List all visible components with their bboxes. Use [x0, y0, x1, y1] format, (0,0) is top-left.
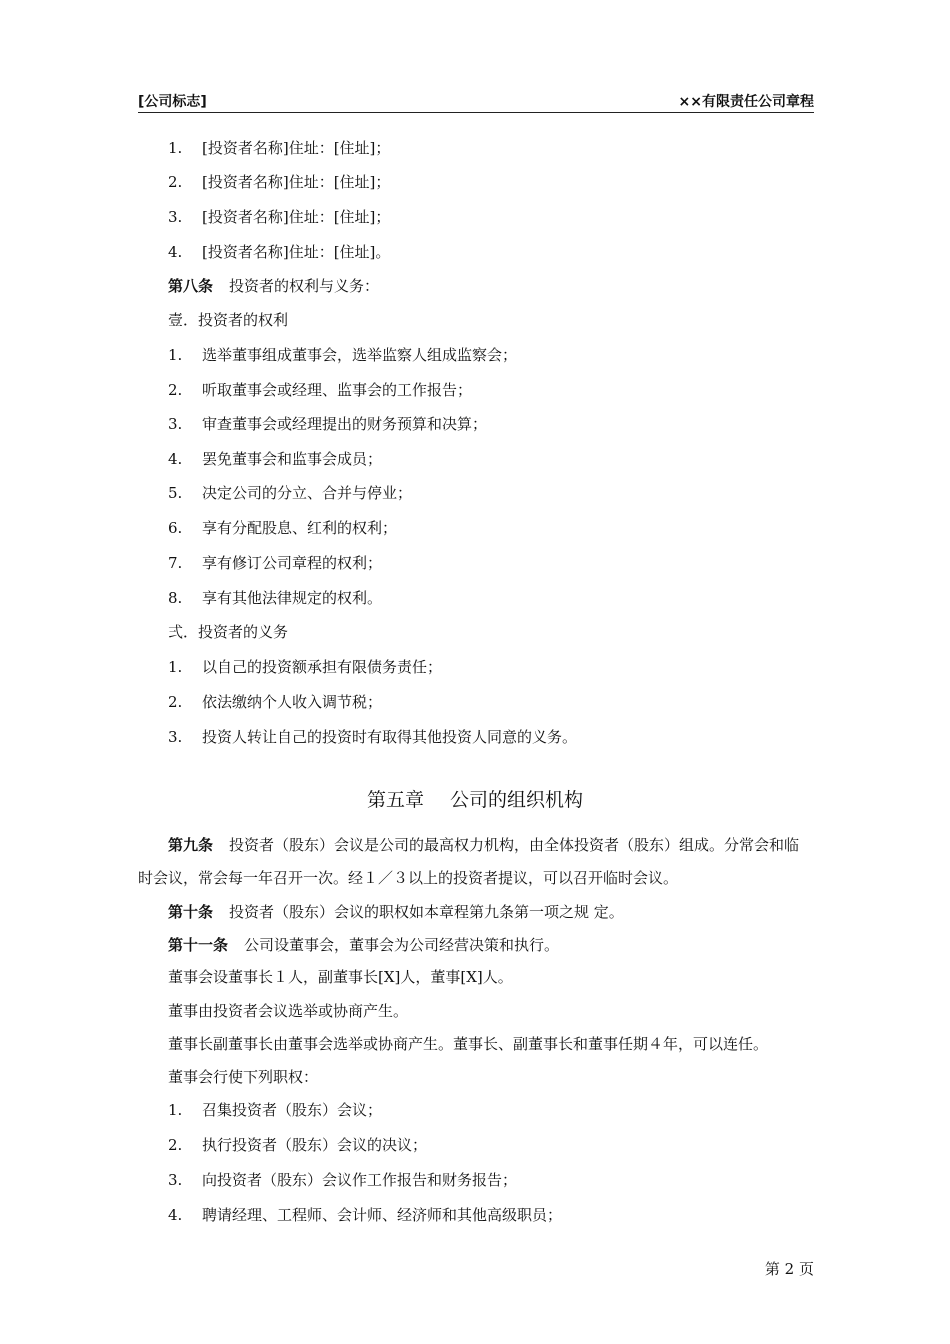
article-8: 第八条 投资者的权利与义务：: [168, 277, 380, 295]
board-power-item: 2. 执行投资者（股东）会议的决议；: [168, 1136, 428, 1154]
board-power-item: 3. 向投资者（股东）会议作工作报告和财务报告；: [168, 1171, 518, 1189]
board-power-item: 1. 召集投资者（股东）会议；: [168, 1101, 383, 1119]
investor-item: 2. [投资者名称]住址：[住址]；: [168, 173, 391, 191]
duties-item: 3. 投资人转让自己的投资时有取得其他投资人同意的义务。: [168, 728, 578, 746]
rights-item: 5. 决定公司的分立、合并与停业；: [168, 484, 413, 502]
rights-item: 2. 听取董事会或经理、监事会的工作报告；: [168, 381, 473, 399]
page-number: 第 2 页: [764, 1260, 814, 1278]
investor-item: 3. [投资者名称]住址：[住址]；: [168, 208, 391, 226]
board-line: 董事由投资者会议选举或协商产生。: [168, 1002, 409, 1020]
article-label: 第八条: [168, 277, 214, 295]
duties-item: 1. 以自己的投资额承担有限债务责任；: [168, 658, 443, 676]
investor-item: 1. [投资者名称]住址：[住址]；: [168, 139, 391, 157]
rights-heading: 壹．投资者的权利: [168, 311, 289, 329]
rights-item: 1. 选举董事组成董事会，选举监察人组成监察会；: [168, 346, 518, 364]
duties-heading: 弍．投资者的义务: [168, 623, 289, 641]
rights-item: 8. 享有其他法律规定的权利。: [168, 589, 383, 607]
article-9: 第九条 投资者（股东）会议是公司的最高权力机构，由全体投资者（股东）组成。分常会和临时会议，常会每一年召开一次。经１／３以上的投资者提议，可以召开临时会议。: [138, 836, 800, 887]
investor-item: 4. [投资者名称]住址：[住址]。: [168, 243, 391, 261]
board-line: 董事会行使下列职权：: [168, 1068, 319, 1086]
board-line: 董事会设董事长１人，副董事长[X]人，董事[X]人。: [168, 968, 513, 986]
board-line: 董事长副董事长由董事会选举或协商产生。董事长、副董事长和董事任期４年，可以连任。: [168, 1035, 769, 1053]
chapter-heading: [0, 785, 950, 812]
article-label: 第十一条: [168, 936, 229, 954]
rights-item: 3. 审查董事会或经理提出的财务预算和决算；: [168, 415, 488, 433]
page-header: [138, 88, 814, 113]
chapter-number: 第五章: [366, 789, 424, 811]
rights-item: 4. 罢免董事会和监事会成员；: [168, 450, 383, 468]
article-label: 第十条: [168, 903, 214, 921]
rights-item: 6. 享有分配股息、红利的权利；: [168, 519, 398, 537]
duties-item: 2. 依法缴纳个人收入调节税；: [168, 693, 383, 711]
company-logo-placeholder: [公司标志]: [138, 94, 207, 110]
article-10: 第十条 投资者（股东）会议的职权如本章程第九条第一项之规 定。: [168, 903, 624, 921]
chapter-title: 公司的组织机构: [450, 789, 584, 811]
document-title: ××有限责任公司章程: [678, 94, 814, 110]
board-power-item: 4. 聘请经理、工程师、会计师、经济师和其他高级职员；: [168, 1206, 563, 1224]
rights-item: 7. 享有修订公司章程的权利；: [168, 554, 383, 572]
article-label: 第九条: [168, 836, 214, 854]
article-11: 第十一条 公司设董事会，董事会为公司经营决策和执行。: [168, 936, 560, 954]
